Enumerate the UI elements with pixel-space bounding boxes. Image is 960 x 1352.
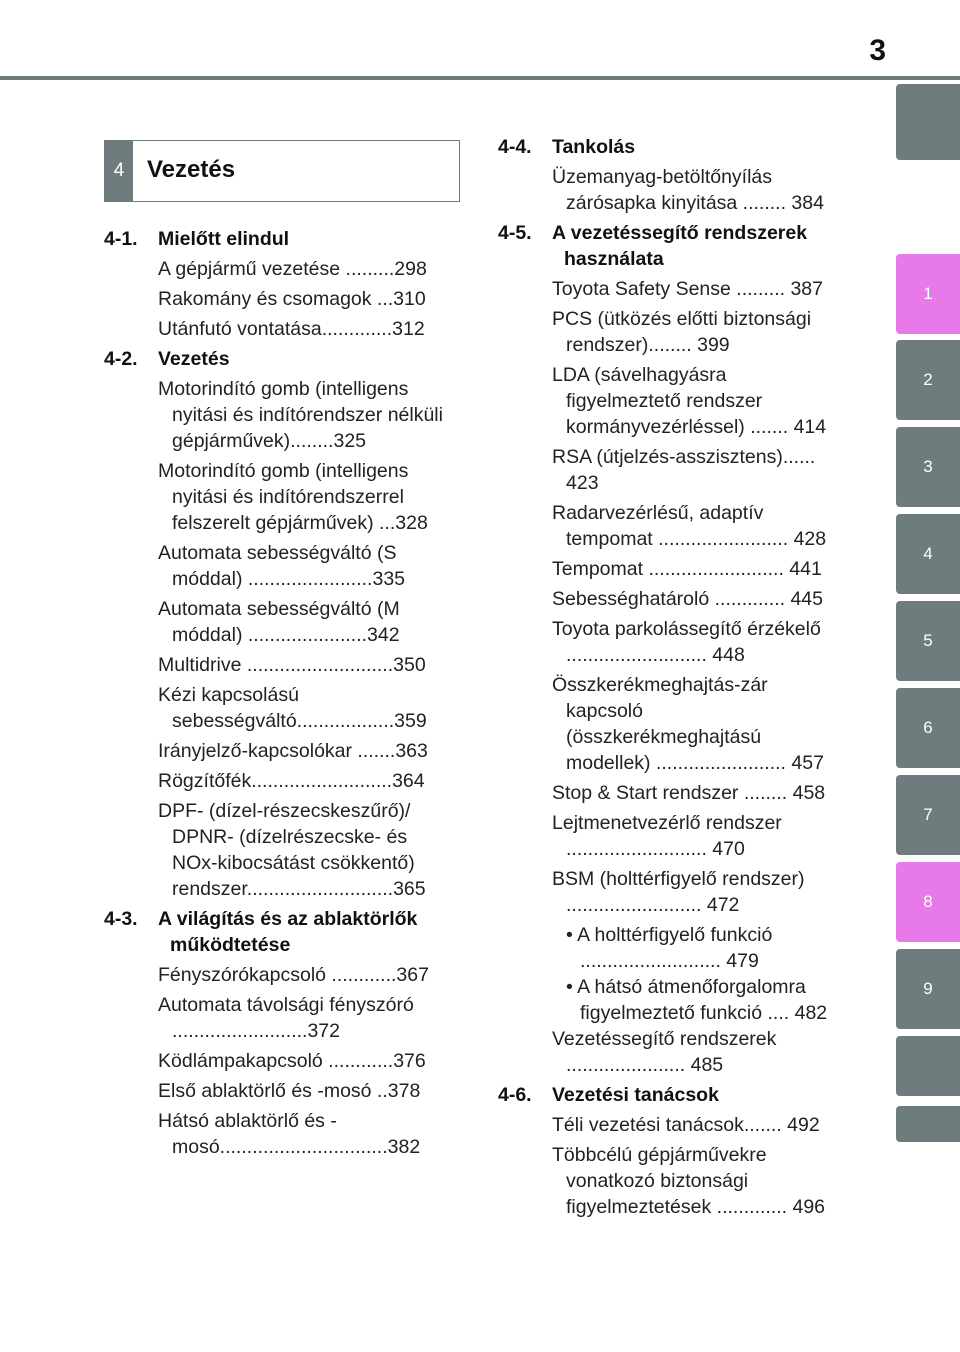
toc-subsection-heading[interactable] [498, 220, 838, 272]
subsection-code: 4-2. [104, 348, 138, 370]
subsection-title: Vezetés [158, 348, 230, 370]
chapter-tab-9[interactable]: 9 [896, 949, 960, 1029]
toc-entry[interactable]: Üzemanyag-betöltőnyílás zárósapka kinyitása ........ 384 [552, 166, 824, 214]
toc-entry[interactable]: Radarvezérlésű, adaptív tempomat ........................ 428 [552, 502, 827, 550]
section-header [104, 140, 460, 202]
chapter-tab-7[interactable]: 7 [896, 775, 960, 855]
toc-entry[interactable]: RSA (útjelzés-asszisztens)...... 423 [552, 446, 816, 494]
subsection-code: 4-6. [498, 1084, 532, 1106]
toc-entry[interactable]: Hátsó ablaktörlő és -mosó...............................382 [158, 1110, 421, 1158]
subsection-code: 4-3. [104, 908, 138, 930]
chapter-tab-8[interactable]: 8 [896, 862, 960, 942]
toc-entry[interactable]: DPF- (dízel-részecskeszűrő)/ DPNR- (dízelrészecske- és NOx-kibocsátást csökkentő) rendszer...........................365 [158, 800, 426, 900]
subsection-code: 4-4. [498, 136, 532, 158]
toc-left-column [104, 226, 450, 1164]
toc-entry[interactable]: BSM (holttérfigyelő rendszer) ......................... 472 [552, 868, 805, 916]
chapter-tab-blank[interactable] [896, 84, 960, 160]
subsection-code: 4-1. [104, 228, 138, 250]
chapter-tab-2[interactable]: 2 [896, 340, 960, 420]
subsection-title: Mielőtt elindul [158, 228, 290, 250]
toc-entry[interactable]: A gépjármű vezetése .........298 [158, 258, 427, 280]
toc-bullet-entry[interactable]: • A hátsó átmenőforgalomra figyelmeztető funkció .... 482 [566, 976, 828, 1024]
toc-entry[interactable]: Automata távolsági fényszóró .........................372 [158, 994, 414, 1042]
toc-entry[interactable]: Irányjelző-kapcsolókar .......363 [158, 740, 428, 762]
toc-entry[interactable]: Motorindító gomb (intelligens nyitási és indítórendszer nélküli gépjárművek)........325 [158, 378, 443, 452]
section-number: 4 [105, 141, 133, 201]
toc-entry[interactable]: Kézi kapcsolású sebességváltó..................359 [158, 684, 427, 732]
top-rule [0, 76, 960, 80]
toc-entry[interactable]: Téli vezetési tanácsok....... 492 [552, 1114, 820, 1136]
toc-entry[interactable]: Tempomat ......................... 441 [552, 558, 822, 580]
subsection-title: Tankolás [552, 136, 636, 158]
subsection-code: 4-5. [498, 222, 532, 244]
toc-entry[interactable]: Sebességhatároló ............. 445 [552, 588, 824, 610]
toc-subsection-heading[interactable] [104, 906, 450, 958]
chapter-tab-1[interactable]: 1 [896, 254, 960, 334]
chapter-tab-blank[interactable] [896, 1106, 960, 1142]
toc-entry[interactable]: Stop & Start rendszer ........ 458 [552, 782, 826, 804]
toc-subsection-heading[interactable] [498, 1082, 838, 1108]
chapter-tab-3[interactable]: 3 [896, 427, 960, 507]
subsection-title: A vezetéssegítő rendszerek használata [552, 222, 808, 270]
toc-entry[interactable]: Toyota parkolássegítő érzékelő .......................... 448 [552, 618, 821, 666]
toc-entry[interactable]: Multidrive ...........................350 [158, 654, 426, 676]
toc-entry[interactable]: Motorindító gomb (intelligens nyitási és indítórendszerrel felszerelt gépjárművek) ...328 [158, 460, 428, 534]
toc-subsection-heading[interactable] [498, 134, 838, 160]
toc-entry[interactable]: Első ablaktörlő és -mosó ..378 [158, 1080, 421, 1102]
chapter-tab-blank[interactable] [896, 1036, 960, 1096]
toc-subsection-heading[interactable] [104, 346, 450, 372]
toc-entry[interactable]: Rögzítőfék..........................364 [158, 770, 425, 792]
toc-entry[interactable]: PCS (ütközés előtti biztonsági rendszer)........ 399 [552, 308, 812, 356]
toc-subsection-heading[interactable] [104, 226, 450, 252]
chapter-tab-6[interactable]: 6 [896, 688, 960, 768]
section-title: Vezetés [147, 156, 236, 183]
toc-right-column [498, 134, 838, 1224]
subsection-title: Vezetési tanácsok [552, 1084, 719, 1106]
toc-entry[interactable]: Automata sebességváltó (M móddal) ......................342 [158, 598, 400, 646]
toc-entry[interactable]: Automata sebességváltó (S móddal) .......................335 [158, 542, 406, 590]
toc-entry[interactable]: LDA (sávelhagyásra figyelmeztető rendszer kormányvezérléssel) ....... 414 [552, 364, 827, 438]
subsection-title: A világítás és az ablaktörlők működtetése [158, 908, 418, 956]
toc-entry[interactable]: Rakomány és csomagok ...310 [158, 288, 426, 310]
toc-entry[interactable]: Lejtmenetvezérlő rendszer .......................... 470 [552, 812, 782, 860]
toc-entry[interactable]: Ködlámpakapcsoló ............376 [158, 1050, 426, 1072]
page-number: 3 [869, 34, 886, 67]
chapter-tab-4[interactable]: 4 [896, 514, 960, 594]
toc-entry[interactable]: Összkerékmeghajtás-zár kapcsoló (összkerékmeghajtású modellek) ........................ 457 [552, 674, 824, 774]
chapter-tab-5[interactable]: 5 [896, 601, 960, 681]
toc-entry[interactable]: Többcélú gépjárművekre vonatkozó biztonsági figyelmeztetések ............. 496 [552, 1144, 826, 1218]
toc-bullet-entry[interactable]: • A holttérfigyelő funkció .......................... 479 [566, 924, 773, 972]
toc-entry[interactable]: Fényszórókapcsoló ............367 [158, 964, 429, 986]
toc-entry[interactable]: Toyota Safety Sense ......... 387 [552, 278, 823, 300]
toc-entry[interactable]: Vezetéssegítő rendszerek ...................... 485 [552, 1028, 777, 1076]
toc-entry[interactable]: Utánfutó vontatása.............312 [158, 318, 425, 340]
